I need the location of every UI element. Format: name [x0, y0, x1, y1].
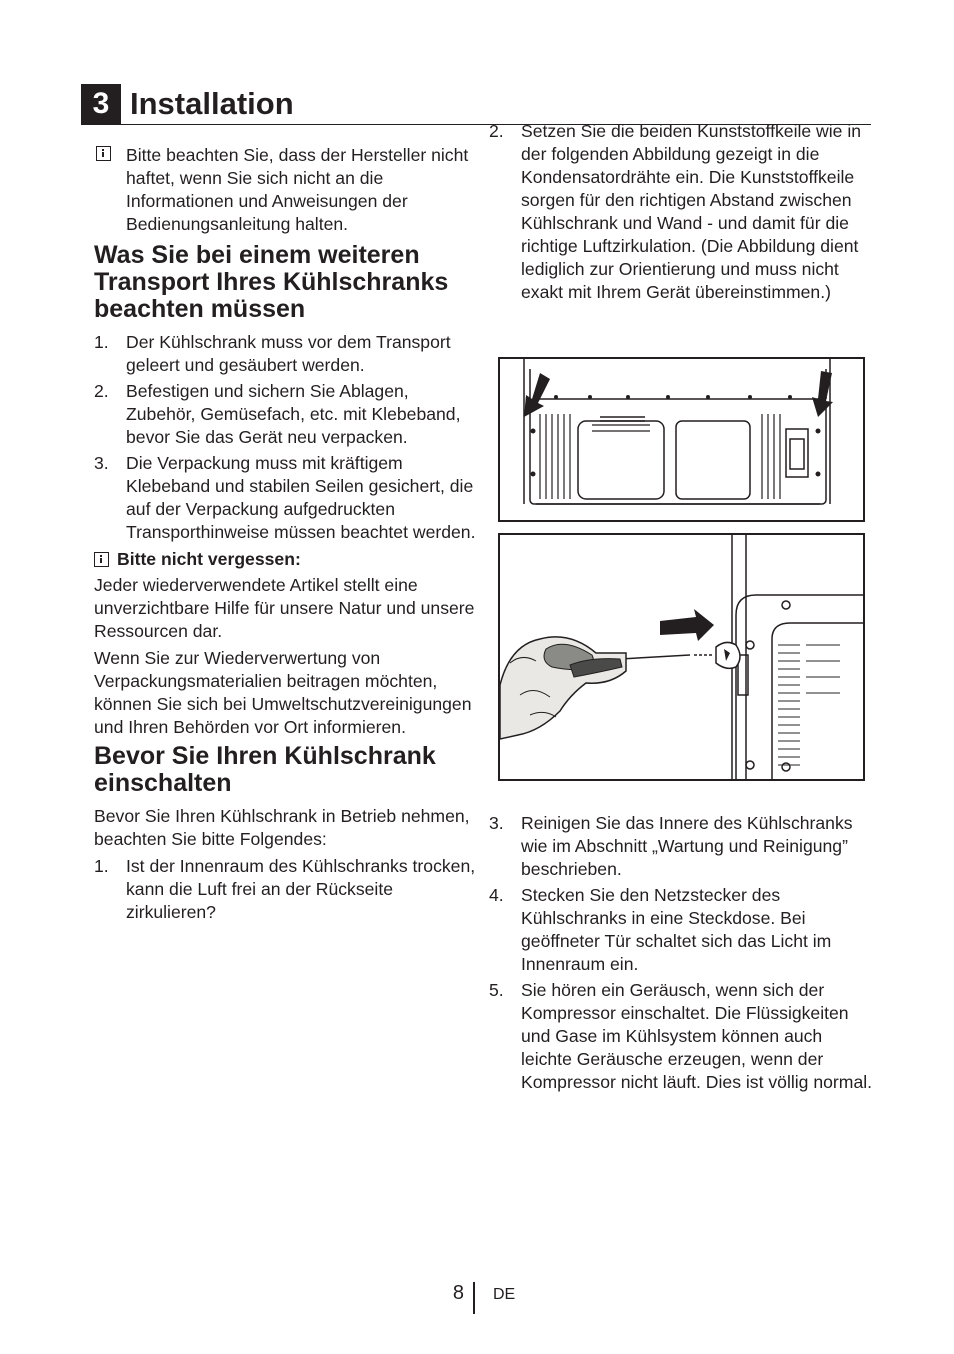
list-item: 2. Setzen Sie die beiden Kunststoffkeile wie in der folgenden Abbildung gezeigt in die Kondensatordrähte ein. Die Kunststoffkeile sorgen für den richtigen Abstand zwischen Kühlschrank und Wand - und damit für die richtige Luftzirkulation. (Die Abbildung dient lediglich zur Orientierung und muss nicht exakt mit Ihrem Gerät übereinstimmen.)	[489, 121, 862, 302]
arrow-icon	[524, 373, 550, 417]
list-item: 2. Befestigen und sichern Sie Ablagen, Zubehör, Gemüsefach, etc. mit Klebeband, bevor Sie das Gerät neu verpacken.	[94, 381, 461, 447]
left-column	[94, 144, 479, 927]
section-title: Installation	[130, 86, 294, 121]
section-number: 3	[81, 84, 121, 124]
list-item: 3. Reinigen Sie das Innere des Kühlschranks wie im Abschnitt „Wartung und Reinigung” beschrieben.	[489, 813, 853, 879]
list-item: 1. Der Kühlschrank muss vor dem Transport geleert und gesäubert werden.	[94, 332, 451, 375]
arrow-icon	[660, 609, 714, 641]
list-item: 4. Stecken Sie den Netzstecker des Kühlschranks in eine Steckdose. Bei geöffneter Tür schaltet sich das Licht im Innenraum ein.	[489, 885, 832, 974]
list-item: 5. Sie hören ein Geräusch, wenn sich der Kompressor einschaltet. Die Flüssigkeiten und Gase im Kühlsystem können auch leichte Geräusche erzeugen, wenn der Kompressor nicht läuft. Dies ist völlig normal.	[489, 980, 873, 1092]
manufacturer-note	[94, 144, 479, 236]
right-column-lower	[489, 812, 873, 1097]
list-item: 1. Ist der Innenraum des Kühlschranks trocken, kann die Luft frei an der Rückseite zirkulieren?	[94, 856, 476, 922]
page-footer	[0, 1280, 954, 1320]
language-code: DE	[493, 1286, 516, 1303]
wedge-insertion-figure	[498, 533, 865, 781]
before-start-list	[94, 855, 479, 924]
start-steps-list	[489, 812, 873, 1094]
list-item: 3. Die Verpackung muss mit kräftigem Klebeband und stabilen Seilen gesichert, die auf der Verpackung aufgedruckten Transporthinweise müssen beachtet werden.	[94, 453, 476, 542]
recycling-note-title: Bitte nicht vergessen:	[94, 548, 479, 571]
transport-list	[94, 331, 479, 544]
recycling-note-para1: Jeder wiederverwendete Artikel stellt eine unverzichtbare Hilfe für unsere Natur und unsere Ressourcen dar.	[94, 575, 475, 641]
info-icon	[94, 552, 109, 567]
footer-divider	[473, 1282, 475, 1314]
before-start-intro: Bevor Sie Ihren Kühlschrank in Betrieb nehmen, beachten Sie bitte Folgendes:	[94, 806, 470, 849]
manufacturer-note-text: Bitte beachten Sie, dass der Hersteller nicht haftet, wenn Sie sich nicht an die Informationen und Anweisungen der Bedienungsanleitung halten.	[126, 145, 469, 234]
recycling-note-para2: Wenn Sie zur Wiederverwertung von Verpackungsmaterialien beitragen möchten, können Sie sich bei Umweltschutzvereinigungen und Ihren Behörden vor Ort informieren.	[94, 648, 472, 737]
step2-list	[489, 120, 873, 304]
info-icon	[96, 146, 111, 161]
transport-heading: Was Sie bei einem weiteren Transport Ihres Kühlschranks beachten müssen	[94, 241, 449, 323]
right-column	[489, 120, 873, 307]
before-start-heading: Bevor Sie Ihren Kühlschrank einschalten	[94, 742, 436, 797]
page-number: 8	[452, 1282, 464, 1304]
section-header	[81, 84, 871, 125]
rear-view-figure	[498, 357, 865, 522]
